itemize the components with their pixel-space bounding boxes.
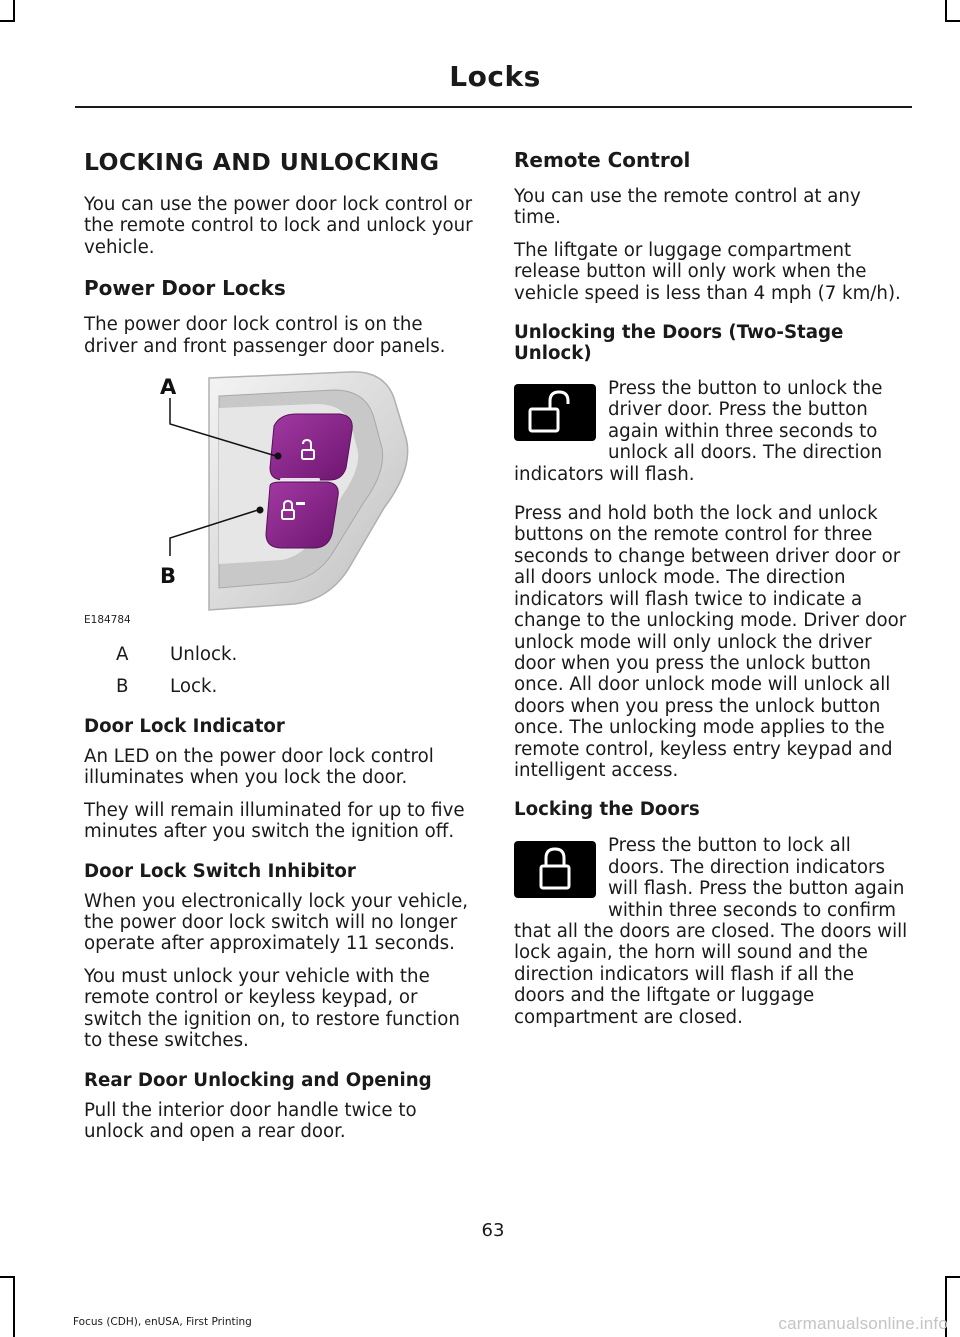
section-heading: LOCKING AND UNLOCKING: [84, 148, 440, 176]
door-lock-indicator-text-2: They will remain illuminated for up to five minutes after you switch the ignition off.: [84, 799, 465, 843]
switch-inhibitor-heading: Door Lock Switch Inhibitor: [84, 860, 356, 882]
unlocking-doors-heading: Unlocking the Doors (Two-Stage Unlock): [514, 322, 844, 365]
switch-inhibitor-text-1: When you electronically lock your vehicle, the power door lock switch will no longer operate after approximately 11 seconds.: [84, 890, 469, 955]
remote-control-text-1: You can use the remote control at any time.: [514, 186, 861, 229]
unlocked-padlock-icon: [514, 384, 596, 441]
crop-mark: [945, 0, 947, 22]
door-lock-control-illustration: [84, 368, 476, 630]
crop-mark: [13, 1276, 15, 1337]
remote-control-text-2: The liftgate or luggage compartment release button will only work when the vehicle speed is less than 4 mph (7 km/h).: [514, 239, 901, 304]
unlocking-doors-text-1: [514, 378, 910, 485]
door-lock-control-figure: [84, 368, 476, 630]
power-door-locks-text: The power door lock control is on the driver and front passenger door panels.: [84, 314, 446, 357]
door-lock-indicator-text-1: An LED on the power door lock control illuminates when you lock the door.: [84, 746, 434, 789]
left-column: [84, 140, 476, 1153]
locking-doors-text-content: Press the button to lock all doors. The direction indicators will flash. Press the button again within three seconds to confirm that all the doors are closed. The doors will lock again, the horn will sound and the direction indicators will flash if all the doors and the liftgate or luggage compartment are closed.: [514, 835, 908, 1028]
callout-b-label: B: [160, 564, 177, 589]
unlocking-doors-text-1-content: Press the button to unlock the driver door. Press the button again within three seconds to unlock all doors. The direction indicators will flash.: [514, 378, 883, 485]
crop-mark: [13, 0, 15, 22]
right-column: [514, 140, 910, 1039]
legend-row: [84, 676, 476, 698]
crop-mark: [0, 1276, 15, 1278]
footer-text: Focus (CDH), enUSA, First Printing: [73, 1316, 252, 1328]
legend-key: A: [116, 644, 129, 666]
switch-inhibitor-text-2: You must unlock your vehicle with the remote control or keyless keypad, or switch the ignition on, to restore function to these switches.: [84, 965, 460, 1052]
crop-mark: [0, 20, 15, 22]
crop-mark: [945, 1276, 960, 1278]
header-rule: [75, 106, 912, 108]
page-number: 63: [481, 1220, 505, 1241]
rear-door-text: Pull the interior door handle twice to unlock and open a rear door.: [84, 1099, 417, 1142]
locking-doors-text: [514, 835, 910, 1028]
door-lock-indicator-heading: Door Lock Indicator: [84, 716, 285, 738]
locked-padlock-icon: [514, 841, 596, 898]
crop-mark: [945, 20, 960, 22]
rear-door-heading: Rear Door Unlocking and Opening: [84, 1069, 432, 1091]
watermark: carmanualsonline.info: [778, 1314, 948, 1333]
legend-key: B: [116, 676, 129, 698]
page-header-title: Locks: [449, 60, 541, 93]
power-door-locks-heading: Power Door Locks: [84, 276, 286, 301]
legend-value: Lock.: [170, 676, 218, 698]
figure-code: E184784: [84, 614, 131, 627]
locking-doors-heading: Locking the Doors: [514, 799, 700, 821]
legend-value: Unlock.: [170, 644, 238, 666]
callout-a-label: A: [160, 375, 177, 400]
legend-row: [84, 644, 476, 666]
remote-control-heading: Remote Control: [514, 148, 691, 172]
intro-paragraph: You can use the power door lock control or the remote control to lock and unlock your vehicle.: [84, 194, 473, 258]
unlocking-doors-text-2: Press and hold both the lock and unlock buttons on the remote control for three seconds to change between driver door or all doors unlock mode. The direction indicators will flash twice to indicate a change to the unlocking mode. Driver door unlock mode will only unlock the driver door when you press the unlock button once. All door unlock mode will unlock all doors when you press the unlock button once. The unlocking mode applies to the remote control, keyless entry keypad and intelligent access.: [514, 503, 907, 781]
